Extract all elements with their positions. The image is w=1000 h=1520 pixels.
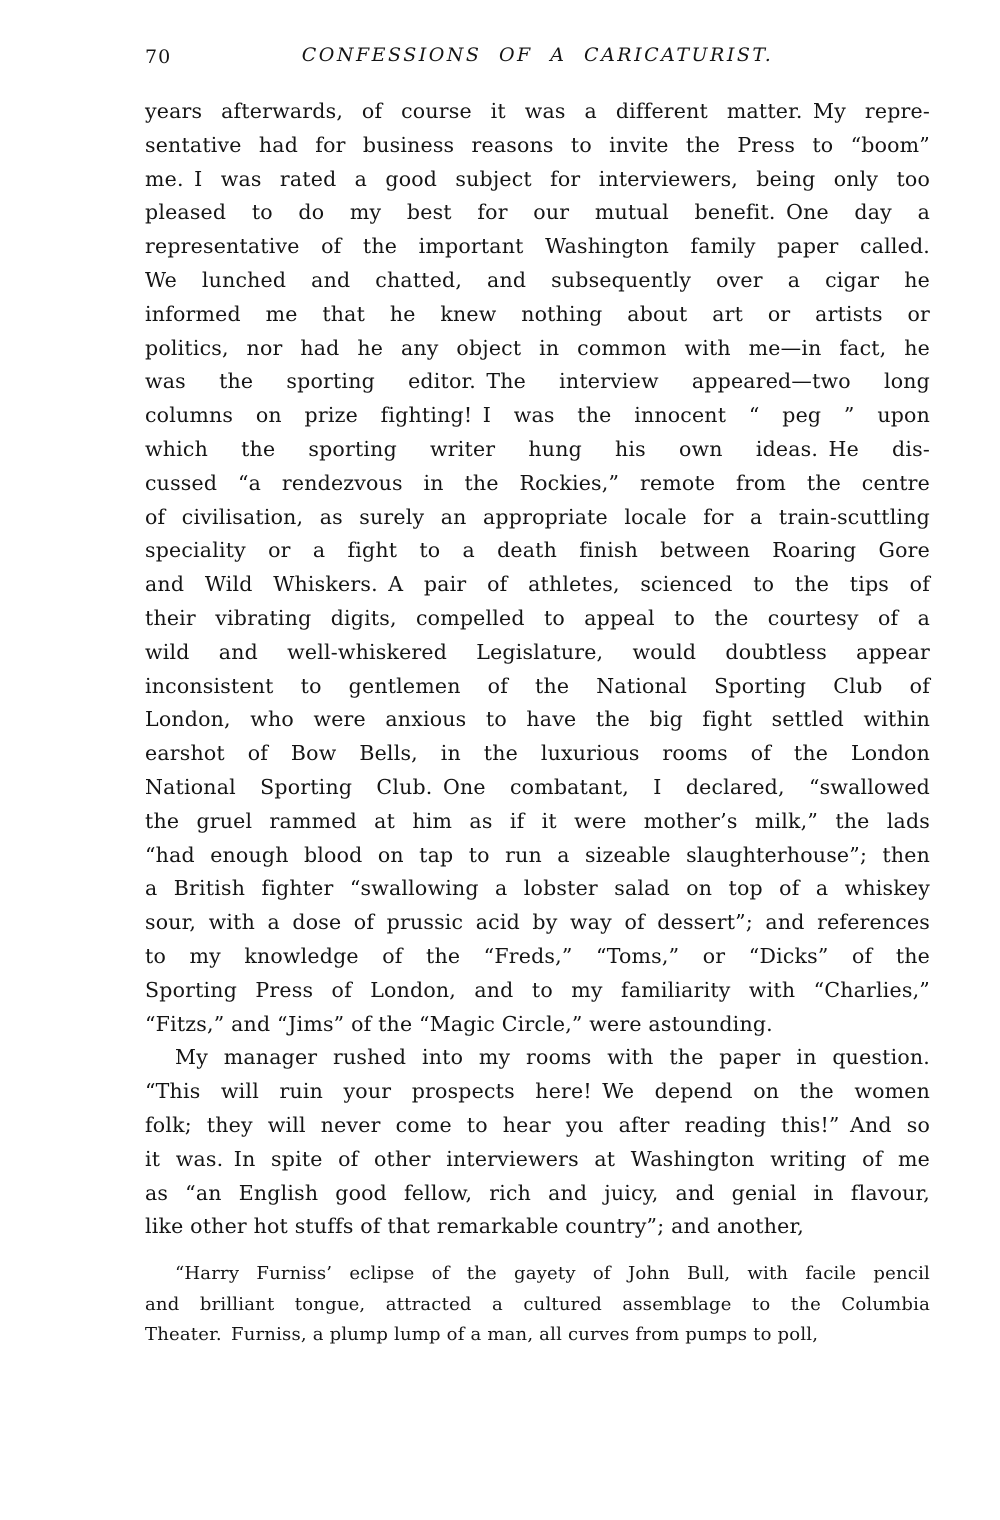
- text-line: “This will ruin your prospects here! We depend on the women: [145, 1079, 930, 1104]
- text-line: pleased to do my best for our mutual benefit. One day a: [145, 200, 930, 225]
- text-line: columns on prize fighting! I was the innocent “ peg ” upon: [145, 403, 930, 428]
- text-line: to my knowledge of the “Freds,” “Toms,” or “Dicks” of the: [145, 943, 930, 968]
- text-line: and Wild Whiskers. A pair of athletes, scienced to the tips of: [145, 572, 930, 597]
- text-line: a British fighter “swallowing a lobster salad on top of a whiskey: [145, 876, 930, 901]
- text-line: cussed “a rendezvous in the Rockies,” remote from the centre: [145, 470, 930, 495]
- text-line: their vibrating digits, compelled to appeal to the courtesy of a: [145, 605, 930, 630]
- running-title: CONFESSIONS OF A CARICATURIST.: [301, 44, 774, 66]
- text-line: me. I was rated a good subject for interviewers, being only too: [145, 166, 930, 191]
- text-line: sour, with a dose of prussic acid by way of dessert”; and references: [145, 910, 930, 935]
- text-line: years afterwards, of course it was a different matter. My repre-: [145, 99, 930, 123]
- text-line: We lunched and chatted, and subsequently over a cigar he: [145, 267, 930, 292]
- text-line: which the sporting writer hung his own ideas. He dis-: [145, 436, 930, 461]
- text-line: National Sporting Club. One combatant, I declared, “swallowed: [145, 774, 930, 799]
- text-line: of civilisation, as surely an appropriate locale for a train-scuttling: [145, 504, 930, 529]
- text-line: representative of the important Washington family paper called.: [145, 234, 930, 259]
- page-header: [145, 44, 930, 74]
- text-line: London, who were anxious to have the big fight settled within: [145, 707, 930, 732]
- text-line: like other hot stuffs of that remarkable country”; and another,: [145, 1214, 804, 1239]
- text-line: it was. In spite of other interviewers at Washington writing of me: [145, 1146, 930, 1171]
- text-line: as “an English good fellow, rich and juicy, and genial in flavour,: [145, 1180, 930, 1205]
- text-line: My manager rushed into my rooms with the paper in question.: [175, 1045, 930, 1070]
- footnote-line: and brilliant tongue, attracted a cultured assemblage to the Columbia: [145, 1293, 930, 1315]
- footnote-line: Theater. Furniss, a plump lump of a man, all curves from pumps to poll,: [145, 1324, 819, 1346]
- page-number: 70: [145, 46, 172, 68]
- text-line: the gruel rammed at him as if it were mother’s milk,” the lads: [145, 808, 930, 833]
- text-line: “had enough blood on tap to run a sizeable slaughterhouse”; then: [145, 842, 930, 867]
- text-line: inconsistent to gentlemen of the National Sporting Club of: [145, 673, 930, 698]
- text-line: sentative had for business reasons to invite the Press to “boom”: [145, 132, 930, 157]
- text-block: [145, 95, 930, 1351]
- text-line: was the sporting editor. The interview appeared—two long: [145, 369, 930, 394]
- text-line: wild and well-whiskered Legislature, would doubtless appear: [145, 639, 930, 664]
- footnote-line: “Harry Furniss’ eclipse of the gayety of John Bull, with facile pencil: [175, 1263, 930, 1285]
- text-line: folk; they will never come to hear you after reading this!” And so: [145, 1112, 930, 1137]
- text-line: Sporting Press of London, and to my familiarity with “Charlies,”: [145, 977, 930, 1002]
- text-line: speciality or a fight to a death finish between Roaring Gore: [145, 538, 930, 563]
- text-line: politics, nor had he any object in common with me—in fact, he: [145, 335, 930, 360]
- text-line: earshot of Bow Bells, in the luxurious rooms of the London: [145, 741, 930, 766]
- text-line: informed me that he knew nothing about art or artists or: [145, 301, 930, 326]
- text-line: “Fitzs,” and “Jims” of the “Magic Circle,” were astounding.: [145, 1011, 773, 1036]
